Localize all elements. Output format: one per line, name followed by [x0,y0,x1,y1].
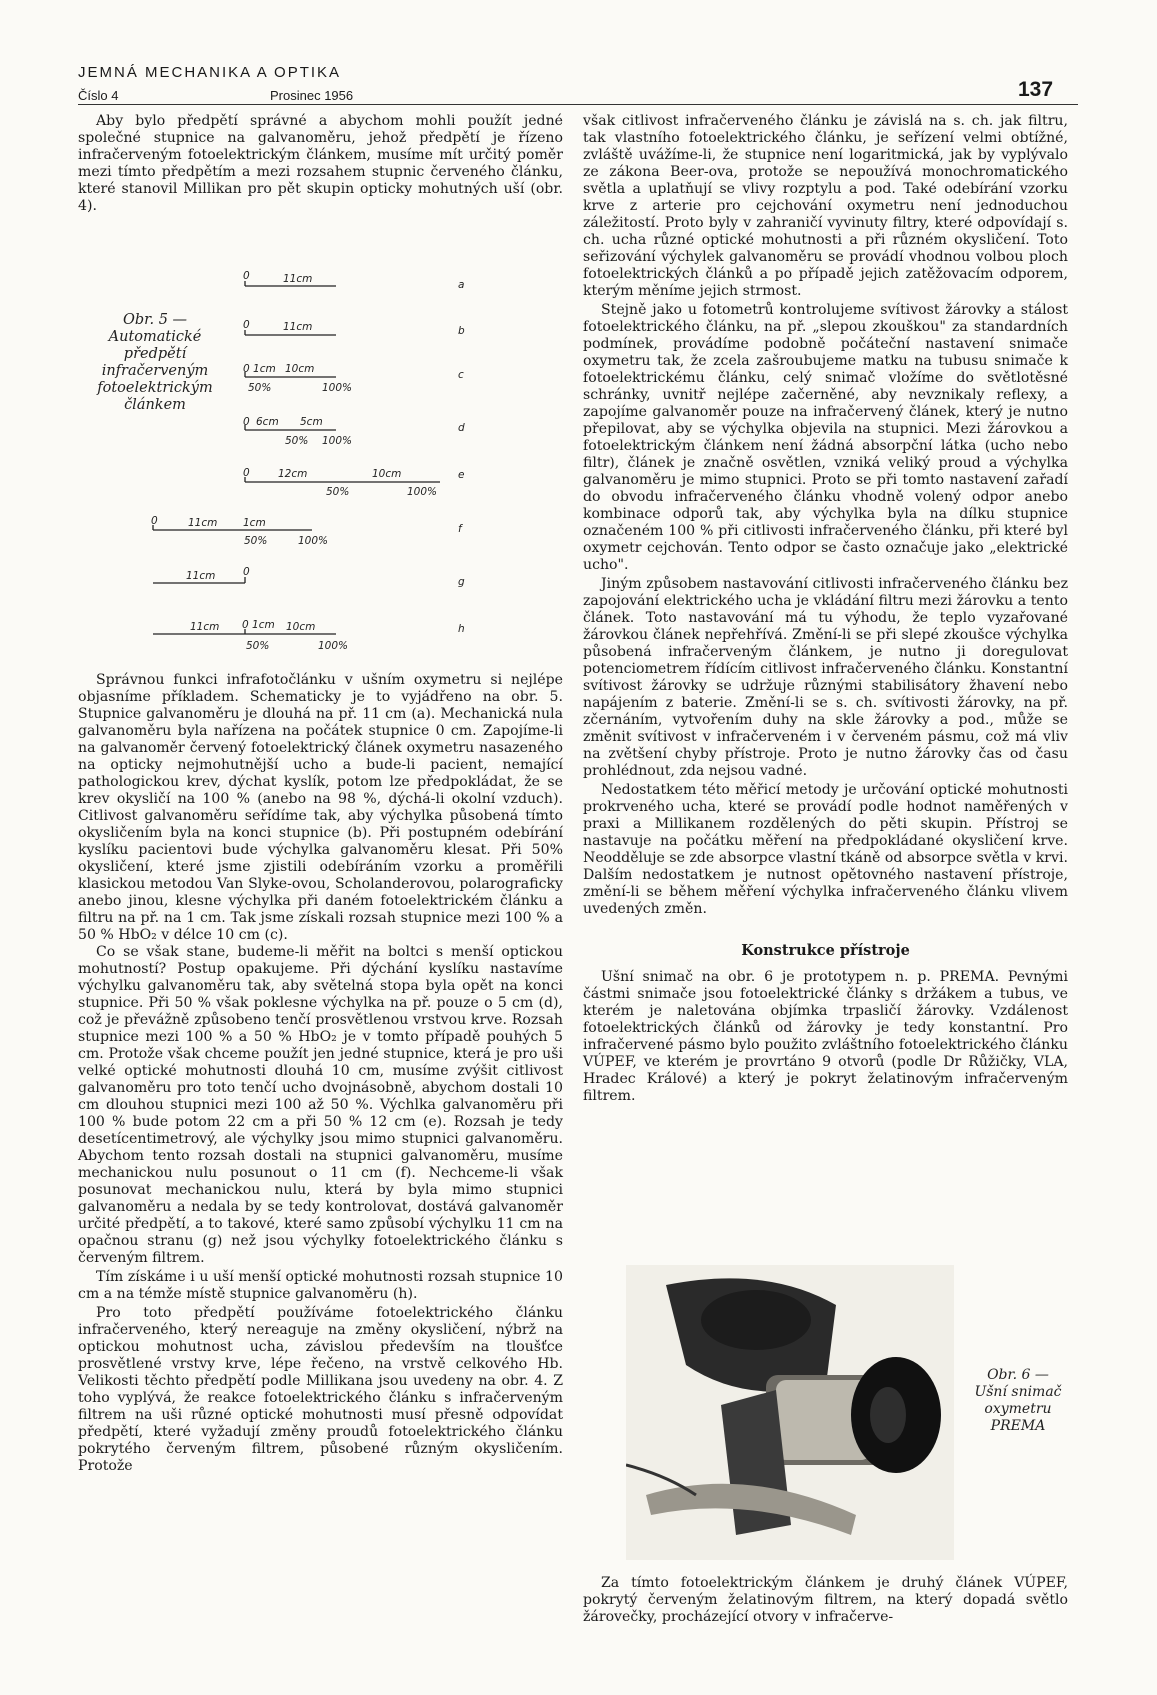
paragraph: však citlivost infračerveného článku je závislá na s. ch. jak filtru, tak vlastního fotoelektrického článku, je seřízení velmi obtížné, zvláště uvážíme-li, že stupnice není logaritmická, jak by vyplývalo ze zákona Beer-ova, protože se nepoužívá monochromatického světla a uplatňují se vlivy rozptylu a pod. Také odebírání vzorku krve z arterie pro cejchování oxymetru není jednoduchou záležitostí. Proto byly v zahraničí vyvinuty filtry, které odpovídají s. ch. ucha různé optické mohutnosti a při různém okysličení. Toto seřizování výchylek galvanoměru se provádí vhodnou volbou ploch fotoelektrických článků a po případě jejich zatěžovacím odporem, kterým měníme jejich strmost. [583,113,1068,299]
fig5-label: 100% [298,535,329,547]
intro-paragraph: Aby bylo předpětí správné a abychom mohli použít jedné společné stupnice na galvanoměru, jehož předpětí je řízeno infračerveným fotoelektrickým článkem, musíme mít určitý poměr mezi tímto předpětím a mezi rozsahem stupnic červeného článku, které stanovil Millikan pro pět skupin opticky mohutných uší (obr. 4). [78,113,563,214]
fig5-label: 50% [244,535,268,547]
fig5-label: 6cm [256,416,279,428]
paragraph: Za tímto fotoelektrickým článkem je druhý článek VÚPEF, pokrytý červeným želatinovým filtrem, na který dopadá světlo žárovečky, procházející otvory v infračerve- [583,1575,1068,1625]
fig5-label: 11cm [188,517,218,529]
paragraph: Tím získáme i u uší menší optické mohutnosti rozsah stupnice 10 cm a na témže místě stupnice galvanoměru (h). [78,1269,563,1302]
page-number: 137 [1018,78,1054,101]
fig5-label: 12cm [278,468,308,480]
fig5-label: 11cm [283,321,313,333]
fig5-label: 50% [246,640,270,652]
fig5-caption-line: Automatické [108,329,202,345]
fig5-row-letter: d [458,422,465,434]
paragraph: Pro toto předpětí používáme fotoelektrického článku infračerveného, který nereaguje na změny okysličení, nýbrž na optickou mohutnost ucha, závislou především na tloušťce prosvětlené vrstvy krve, lépe řečeno, na vrstvě celkového Hb. Velikosti těchto předpětí podle Millikana jsou uvedeny na obr. 4. Z toho vyplývá, že reakce fotoelektrického článku s infračerveným filtrem na uši různé optické mohutnosti musí přesně odpovídat předpětí, které vyžadují změny proudů fotoelektrického článku pokrytého červeným filtrem, působené různým okysličením. Protože [78,1305,563,1474]
fig5-label: 0 1cm [242,619,275,631]
figure6-photo [626,1265,954,1560]
fig5-label: 1cm [243,517,266,529]
fig5-label: 0 [243,467,250,479]
paragraph: Nedostatkem této měřicí metody je určování optické mohutnosti prokrveného ucha, které se provádí podle hodnot naměřených v praxi a Millikanem rozdělených do pěti skupin. Přístroj se nastavuje na počátku měření na předpokládané okysličení krve. Neodděluje se zde absorpce vlastní tkáně od absorpce světla v krvi. Dalším nedostatkem je nutnost opětovného nastavení přístroje, změní-li se během měření výchylka infračerveného článku vlivem uvedených změn. [583,782,1068,917]
fig6-caption-line: Ušní snimač [974,1384,1062,1400]
fig5-label: 10cm [285,363,315,375]
fig5-label: 100% [407,486,438,498]
fig5-label: 100% [318,640,349,652]
fig5-label: 50% [248,382,272,394]
fig5-label: 10cm [286,621,316,633]
section-heading: Konstrukce přístroje [741,942,910,959]
left-intro [78,113,563,215]
fig5-caption-line: předpětí [123,346,187,362]
figure6-caption [958,1367,1078,1435]
paragraph: Stejně jako u fotometrů kontrolujeme svítivost žárovky a stálost fotoelektrického článku, na př. „slepou zkouškou" za standardních podmínek, provádíme podobně počáteční nastavení snimače oxymetru tak, že zcela zašroubujeme matku na tubusu snimače k fotoelektrickému článku, celý snimač vložíme do světlotěsné schránky, uvnitř nejlépe začerněné, aby nevznikaly reflexy, a zapojíme galvanoměr pouze na infračervený článek, který je nutno přepilovat, aby se výchylka objevila na stupnici. Mezi žárovkou a fotoelektrickým článkem není žádná absorpční látka (ucho nebo filtr), článek je značně osvětlen, vzniká veliký proud a výchylka galvanoměru je mimo stupnici. Proto se při tomto nastavení zařadí do obvodu infračerveného článku vhodně volený odpor anebo kombinace odporů tak, aby výchylka byla na dílku stupnice označeném 100 % při citlivosti infračerveného článku, při které byl oxymetr cejchován. Tento odpor se často označuje jako „elektrické ucho". [583,302,1068,573]
fig5-label: 100% [322,382,353,394]
fig5-caption-line: článkem [124,397,186,413]
fig6-caption-line: oxymetru [984,1401,1052,1417]
fig6-caption-line: Obr. 6 — [987,1367,1049,1383]
fig5-row-letter: h [458,623,465,635]
fig5-label: 11cm [186,570,216,582]
fig5-label: 11cm [190,621,220,633]
fig5-label: 0 [243,270,250,282]
fig5-label: 0 [151,515,158,527]
paragraph: Ušní snimač na obr. 6 je prototypem n. p. PREMA. Pevnými částmi snimače jsou fotoelektrické články s držákem a tubus, ve kterém je naletována objímka trpasličí žárovky. Vzdálenost fotoelektrických článků od žárovky je tedy konstantní. Pro infračervené pásmo bylo použito zvláštního fotoelektrického článku VÚPEF, ve kterém je provrtáno 9 otvorů (podle Dr Růžičky, VLA, Hradec Králové) a který je pokryt želatinovým infračerveným filtrem. [583,969,1068,1104]
fig5-row-letter: a [458,279,465,291]
fig5-row-letter: g [458,576,465,588]
fig5-label: 0 [243,566,250,578]
fig5-label: 100% [322,435,353,447]
paragraph: Co se však stane, budeme-li měřit na boltci s menší optickou mohutností? Postup opakujeme. Při dýchání kyslíku nastavíme výchylku galvanoměru tak, aby světelná stopa byla opět na konci stupnice. Při 50 % však poklesne výchylka na př. pouze o 5 cm (d), což je převážně způsobeno tenčí prosvětlenou vrstvou krve. Rozsah stupnice mezi 100 % a 50 % HbO₂ je v tomto případě pouhých 5 cm. Protože však chceme použít jen jedné stupnice, která je pro uši velké optické mohutnosti dlouhá 10 cm, musíme zvýšit citlivost galvanoměru pro toto tenčí ucho dvojnásobně, abychom dostali 10 cm dlouhou stupnici mezi 100 až 50 %. Výchlka galvanoměru při 100 % bude potom 22 cm a při 50 % 12 cm (e). Rozsah je tedy desetícentimetrový, ale výchylky jsou mimo stupnici galvanoměru. Abychom tento rozsah dostali na stupnici galvanoměru, musíme mechanickou nulu posunout o 11 cm (f). Nechceme-li však posunovat mechanickou nulu, která by byla mimo stupnici galvanoměru a nedala by se tedy kontrolovat, dostává galvanoměr určité předpětí, a to takové, které samo způsobí výchylku 11 cm na opačnou stranu (g) než jsou výchylky fotoelektrického článku s červeným filtrem. [78,944,563,1266]
fig5-row-letter: f [458,523,462,535]
issue-number: Číslo 4 [78,88,119,103]
fig5-row-letter: b [458,325,465,337]
fig5-caption-line: fotoelektrickým [97,380,213,396]
fig5-label: 0 [243,319,250,331]
fig5-row-letter: e [458,469,465,481]
right-bottom-text [583,1575,1068,1626]
fig5-caption-line: infračerveným [101,363,209,379]
header-rule [78,104,1078,105]
fig5-caption-line: Obr. 5 — [122,312,188,328]
fig5-label: 0 [243,416,250,428]
paragraph: Jiným způsobem nastavování citlivosti infračerveného článku bez zapojování elektrického ucha je vkládání filtru mezi žárovku a tento článek. Toto nastavování má tu výhodu, že teplo vyzařované žárovkou článek nepřehřívá. Změní-li se při slepé zkoušce výchylka působená infračerveným článkem, je nutno ji doregulovat potenciometrem řídícím citlivost infračerveného článku. Konstantní svítivost žárovky se udržuje různými stabilisátory žhavení nebo napájením z baterie. Změní-li se s. ch. svítivosti žárovky, na př. zčernáním, vytvořením duhy na skle žárovky a pod., může se změnit svítivost v infračerveném i v červeném pásmu, což má vliv na zvětšení chyby přístroje. Proto je nutno žárovky čas od času prohlédnout, zda nejsou vadné. [583,576,1068,779]
fig5-label: 5cm [300,416,323,428]
fig5-label: 50% [326,486,350,498]
fig5-label: 50% [285,435,309,447]
left-main-text [78,672,563,1475]
paragraph: Správnou funkci infrafotočlánku v ušním oxymetru si nejlépe objasníme příkladem. Schematicky je to vyjádřeno na obr. 5. Stupnice galvanoměru je dlouhá na př. 11 cm (a). Mechanická nula galvanoměru byla nařízena na počátek stupnice 0 cm. Zapojíme-li na galvanoměr červený fotoelektrický článek oxymetru nasazeného na opticky nejmohutnější ucho a bude-li pacient, nemající pathologickou krev, dýchat kyslík, potom lze předpokládat, že se krev okysličí na 100 % (anebo na 98 %, dýchá-li okolní vzduch). Citlivost galvanoměru seřídíme tak, aby výchylka působená tímto okysličením byla na konci stupnice (b). Při postupném odebírání kyslíku pacientovi bude výchylka galvanoměru klesat. Při 50% okysličení, které jsme zjistili odebíráním vzorku a proměřili klasickou metodou Van Slyke-ovou, Scholanderovou, polarograficky anebo jinou, klesne výchylka při daném fotoelektrickém článku a filtru na př. na 1 cm. Tak jsme získali rozsah stupnice mezi 100 % a 50 % HbO₂ v délce 10 cm (c). [78,672,563,943]
right-column-text [583,113,1068,1105]
issue-date: Prosinec 1956 [270,88,354,103]
fig5-label: 10cm [372,468,402,480]
fig5-row-letter: c [458,369,464,381]
fig5-label: 11cm [283,273,313,285]
fig6-caption-line: PREMA [990,1418,1046,1434]
journal-title: JEMNÁ MECHANIKA A OPTIKA [78,64,342,81]
fig5-label: 0 1cm [243,363,276,375]
